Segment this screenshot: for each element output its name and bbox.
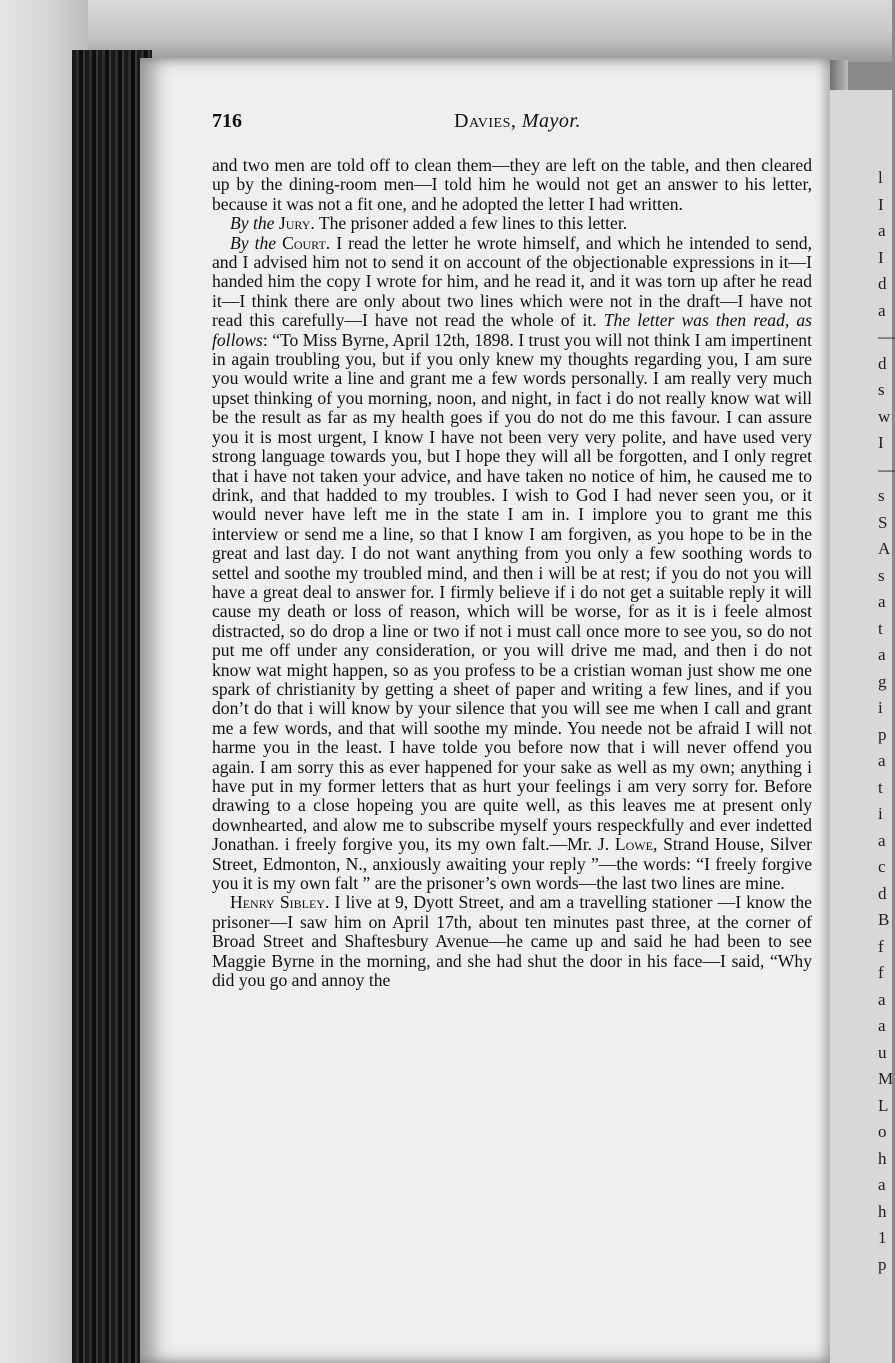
adjacent-page-fragment: s bbox=[878, 565, 885, 585]
adjacent-page-fragment: a bbox=[878, 645, 886, 664]
page-header bbox=[212, 110, 812, 140]
paragraph-sibley bbox=[212, 893, 812, 990]
page-body bbox=[212, 156, 812, 990]
adjacent-page-fragment: S bbox=[878, 512, 888, 532]
adjacent-page-edge bbox=[830, 90, 895, 1363]
speaker-jury: Jury. bbox=[278, 213, 315, 234]
adjacent-page-fragment: — bbox=[878, 459, 895, 479]
speaker-court: Court. bbox=[282, 232, 331, 253]
letter-signature-lowe: Lowe bbox=[614, 834, 653, 855]
adjacent-page-fragment: w bbox=[878, 406, 891, 426]
adjacent-page-fragment: i bbox=[878, 698, 883, 717]
adjacent-page-fragment: a bbox=[878, 989, 886, 1009]
adjacent-page-fragment: g bbox=[878, 671, 887, 691]
adjacent-page-fragment: c bbox=[878, 857, 886, 876]
adjacent-page-fragment: d bbox=[878, 353, 887, 373]
speaker-henry-sibley: Henry Sibley. bbox=[230, 892, 330, 913]
adjacent-page-fragment: M bbox=[878, 1069, 894, 1088]
adjacent-page-fragment: a bbox=[878, 1016, 886, 1035]
letter-text-a: : “To Miss Byrne, April 12th, 1898. I trust you will not think I am impertinent in again troubling you, but if you only knew my thoughts regarding you, I am sure you would write a line and grant me a few words personally. I am really very much upset thinking of you morning, noon, and night, in fact i do not really know wat will be the result as far as my health goes if you do not do me this favour. I can assure you it is most urgent, I know I have not been very very polite, and have used very strong language towards you, but I hope they will all be forgotten, and I only regret that i have not taken your advice, and have taken no notice of him, he caused me to drink, and that hadded to my troubles. I wish to God I had never seen you, or it would never have left me in the state I am in. I implore you to grant me this interview or send me a line, so that I know I am forgiven, as you hope to be in the great and last day. I do not want anything from you only a few soothing words to settel and soothe my troubled mind, and then i will be at rest; if you do not you will have a great deal to answer for. I firmly believe if i do not get a suitable reply it will cause my death or loss of reason, which will be worse, for as it is i feele almost distracted, so do drop a line or two if not i must call once more to see you, so do not put me off under any consideration, or you will drive me mad, and then i do not know wat might happen, so as you profess to be a cristian woman just show me one spark of christianity by getting a sheet of paper and writing a few lines, and if you don’t do that i will know by your silence that you will see me when I call and grant me a few words, and that will soothe my minde. You neede not be afraid I will not harme you in the least. I have tolde you before now that i will never offend you again. I am sorry this as ever happened for your sake as well as my own; anything i have put in my former letters that as hurt your feelings i am very sorry for. Before drawing to a close hopeing you are quite well, as this leaves me at present only downhearted, and alow me to subscribe myself yours respeckfully and ever indetted Jonathan. i freely forgive you, its my own falt.—Mr. J. bbox=[212, 329, 812, 855]
by-the-jury-lead: By the bbox=[230, 213, 275, 234]
book-page bbox=[140, 58, 830, 1363]
jury-text: The prisoner added a few lines to this letter. bbox=[314, 213, 628, 234]
adjacent-page-fragment: a bbox=[878, 830, 886, 850]
adjacent-page-fragment: u bbox=[878, 1042, 887, 1062]
adjacent-page-fragment: a bbox=[878, 1175, 886, 1194]
sibley-text: I live at 9, Dyott Street, and am a travelling stationer —I know the prisoner—I saw him on April 17th, about ten minutes past three, at the corner of Broad Street and Shaftesbury Avenue—he came up and said he had been to see Maggie Byrne in the morning, and she had shut the door in his face—I said, “Why did you go and annoy the bbox=[212, 892, 812, 991]
court-text: I read the letter he wrote himself, and which he intended to send, and I advised him not to send it on account of the objectionable expressions in it—I handed him the copy I wrote for him, and he read it, and it was torn up after he read it—I think there are only about two lines which were not in the draft—I have not read this carefully—I have not read the whole of it. bbox=[212, 232, 813, 331]
adjacent-page-fragment: t bbox=[878, 618, 883, 638]
adjacent-page-fragment: f bbox=[878, 963, 884, 982]
adjacent-page-fragment: a bbox=[878, 592, 886, 611]
adjacent-page-fragment: I bbox=[878, 247, 884, 267]
adjacent-page-fragment: a bbox=[878, 300, 886, 320]
adjacent-page-fragment: A bbox=[878, 539, 891, 558]
adjacent-page-fragment: o bbox=[878, 1122, 887, 1141]
adjacent-page-fragment: l bbox=[878, 168, 883, 187]
page-number: 716 bbox=[212, 110, 242, 132]
letter-read-note: The letter was then read, as follows bbox=[212, 310, 812, 350]
adjacent-page-fragment: h bbox=[878, 1201, 887, 1221]
running-head-title: Mayor. bbox=[521, 110, 581, 132]
adjacent-page-fragment: p bbox=[878, 1254, 887, 1274]
adjacent-page-fragment: a bbox=[878, 751, 886, 770]
adjacent-page-fragment: t bbox=[878, 777, 883, 797]
adjacent-page-fragment: d bbox=[878, 883, 887, 903]
adjacent-page-fragment: — bbox=[878, 327, 895, 346]
paragraph-jury bbox=[212, 214, 812, 233]
adjacent-page-fragment: s bbox=[878, 380, 885, 399]
adjacent-page-fragment: L bbox=[878, 1095, 889, 1115]
adjacent-page-fragment: p bbox=[878, 724, 887, 744]
adjacent-page-fragment: s bbox=[878, 486, 885, 505]
adjacent-page-fragment: I bbox=[878, 433, 884, 452]
adjacent-page-fragment: f bbox=[878, 936, 884, 956]
running-head-name: Davies, bbox=[454, 110, 517, 132]
letter-text-b: , Strand House, Silver Street, Edmonton, N., anxiously awaiting your reply ”—the words: “I freely forgive you it is my own falt ” are the prisoner’s own words—the last two lines are mine. bbox=[212, 834, 812, 894]
adjacent-page-fragment: d bbox=[878, 274, 887, 293]
paragraph-court bbox=[212, 234, 812, 894]
adjacent-page-fragment: I bbox=[878, 194, 884, 214]
paragraph-1: and two men are told off to clean them—they are left on the table, and then cleared up by the dining-room men—I told him he would not get an answer to his letter, because it was not a fit one, and he adopted the letter I had written. bbox=[212, 155, 812, 214]
adjacent-page-fragment: a bbox=[878, 221, 886, 240]
running-head bbox=[454, 110, 581, 133]
adjacent-page-fragment: h bbox=[878, 1148, 887, 1168]
adjacent-page-fragment: i bbox=[878, 804, 883, 823]
by-the-court-lead: By the bbox=[230, 232, 277, 253]
adjacent-page-fragment: B bbox=[878, 910, 890, 929]
adjacent-page-fragment: 1 bbox=[878, 1228, 887, 1247]
